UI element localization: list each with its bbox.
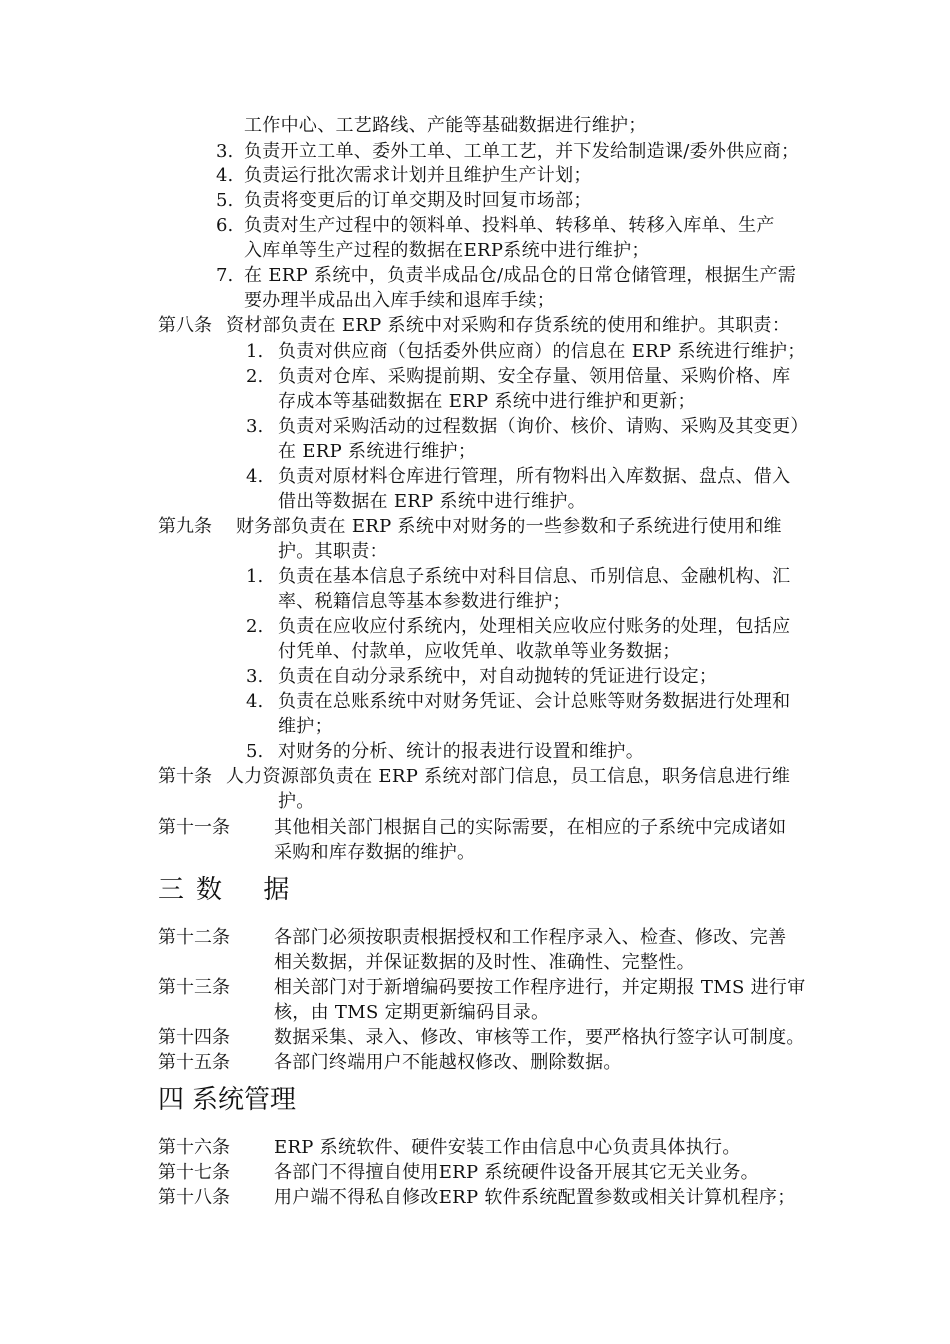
list-item-text: 负责对生产过程中的领料单、投料单、转移单、转移入库单、生产 bbox=[244, 215, 775, 236]
section-title: 系统管理 bbox=[192, 1085, 297, 1115]
article-text: 各部门必须按职责根据授权和工作程序录入、检查、修改、完善 bbox=[274, 927, 787, 948]
article-text: 各部门终端用户不能越权修改、删除数据。 bbox=[274, 1052, 622, 1073]
list-item-text: 负责在基本信息子系统中对科目信息、币别信息、金融机构、汇 bbox=[278, 566, 791, 587]
list-item-text: 存成本等基础数据在 ERP 系统中进行维护和更新； bbox=[278, 391, 696, 412]
list-item-text: 负责开立工单、委外工单、工单工艺，并下发给制造课/委外供应商； bbox=[244, 141, 800, 162]
article-label: 第十一条 bbox=[158, 817, 230, 838]
article-text: 相关部门对于新增编码要按工作程序进行，并定期报 TMS 进行审 bbox=[274, 977, 806, 998]
article-text: 护。 bbox=[278, 791, 315, 812]
list-number: 3. bbox=[246, 666, 264, 687]
article-label: 第八条 bbox=[158, 315, 212, 336]
article-text: 核，由 TMS 定期更新编码目录。 bbox=[274, 1002, 550, 1023]
list-item-text: 负责对仓库、采购提前期、安全存量、领用倍量、采购价格、库 bbox=[278, 366, 791, 387]
list-item-text: 在 ERP 系统进行维护； bbox=[278, 441, 477, 462]
list-item-text: 负责运行批次需求计划并且维护生产计划； bbox=[244, 165, 592, 186]
list-item-text: 要办理半成品出入库手续和退库手续； bbox=[244, 290, 556, 311]
list-item-text: 负责将变更后的订单交期及时回复市场部； bbox=[244, 190, 592, 211]
list-number: 3. bbox=[216, 141, 234, 162]
article-text: 用户端不得私自修改ERP 软件系统配置参数或相关计算机程序； bbox=[274, 1187, 796, 1208]
list-number: 2. bbox=[246, 366, 264, 387]
list-number: 4. bbox=[246, 691, 264, 712]
list-item-text: 入库单等生产过程的数据在ERP系统中进行维护； bbox=[244, 240, 650, 261]
article-label: 第十五条 bbox=[158, 1052, 230, 1073]
list-item-text: 负责对原材料仓库进行管理，所有物料出入库数据、盘点、借入 bbox=[278, 466, 791, 487]
list-number: 3. bbox=[246, 416, 264, 437]
list-number: 4. bbox=[246, 466, 264, 487]
list-number: 4. bbox=[216, 165, 234, 186]
article-label: 第十二条 bbox=[158, 927, 230, 948]
list-number: 2. bbox=[246, 616, 264, 637]
article-text: 数据采集、录入、修改、审核等工作，要严格执行签字认可制度。 bbox=[274, 1027, 805, 1048]
article-text: 其他相关部门根据自己的实际需要，在相应的子系统中完成诸如 bbox=[274, 817, 787, 838]
section-title: 数 据 bbox=[196, 875, 290, 905]
list-item-text: 负责在应收应付系统内，处理相关应收应付账务的处理，包括应 bbox=[278, 616, 791, 637]
section-number: 四 bbox=[158, 1085, 185, 1115]
list-item-text: 负责在自动分录系统中，对自动抛转的凭证进行设定； bbox=[278, 666, 718, 687]
article-text: 相关数据，并保证数据的及时性、准确性、完整性。 bbox=[274, 952, 695, 973]
intro-continuation: 工作中心、工艺路线、产能等基础数据进行维护； bbox=[244, 115, 647, 136]
article-label: 第十三条 bbox=[158, 977, 230, 998]
list-number: 5. bbox=[216, 190, 234, 211]
article-text: 财务部负责在 ERP 系统中对财务的一些参数和子系统进行使用和维 bbox=[236, 516, 782, 537]
list-item-text: 在 ERP 系统中，负责半成品仓/成品仓的日常仓储管理，根据生产需 bbox=[244, 265, 797, 286]
article-label: 第十四条 bbox=[158, 1027, 230, 1048]
article-text: ERP 系统软件、硬件安装工作由信息中心负责具体执行。 bbox=[274, 1137, 741, 1158]
list-number: 5. bbox=[246, 741, 264, 762]
article-text: 人力资源部负责在 ERP 系统对部门信息，员工信息，职务信息进行维 bbox=[226, 766, 791, 787]
list-item-text: 维护； bbox=[278, 716, 333, 737]
list-number: 6. bbox=[216, 215, 234, 236]
article-text: 各部门不得擅自使用ERP 系统硬件设备开展其它无关业务。 bbox=[274, 1162, 759, 1183]
article-label: 第十条 bbox=[158, 766, 212, 787]
article-text: 护。其职责： bbox=[278, 541, 388, 562]
article-text: 采购和库存数据的维护。 bbox=[274, 842, 476, 863]
list-item-text: 对财务的分析、统计的报表进行设置和维护。 bbox=[278, 741, 644, 762]
list-number: 1. bbox=[246, 341, 264, 362]
list-number: 7. bbox=[216, 265, 234, 286]
list-number: 1. bbox=[246, 566, 264, 587]
section-number: 三 bbox=[158, 875, 185, 905]
article-text: 资材部负责在 ERP 系统中对采购和存货系统的使用和维护。其职责： bbox=[226, 315, 791, 336]
list-item-text: 负责对采购活动的过程数据（询价、核价、请购、采购及其变更） bbox=[278, 416, 809, 437]
list-item-text: 负责对供应商（包括委外供应商）的信息在 ERP 系统进行维护； bbox=[278, 341, 806, 362]
article-label: 第十七条 bbox=[158, 1162, 230, 1183]
article-label: 第十六条 bbox=[158, 1137, 230, 1158]
article-label: 第十八条 bbox=[158, 1187, 230, 1208]
list-item-text: 负责在总账系统中对财务凭证、会计总账等财务数据进行处理和 bbox=[278, 691, 791, 712]
list-item-text: 付凭单、付款单，应收凭单、收款单等业务数据； bbox=[278, 641, 681, 662]
list-item-text: 率、税籍信息等基本参数进行维护； bbox=[278, 591, 571, 612]
article-label: 第九条 bbox=[158, 516, 212, 537]
list-item-text: 借出等数据在 ERP 系统中进行维护。 bbox=[278, 491, 586, 512]
